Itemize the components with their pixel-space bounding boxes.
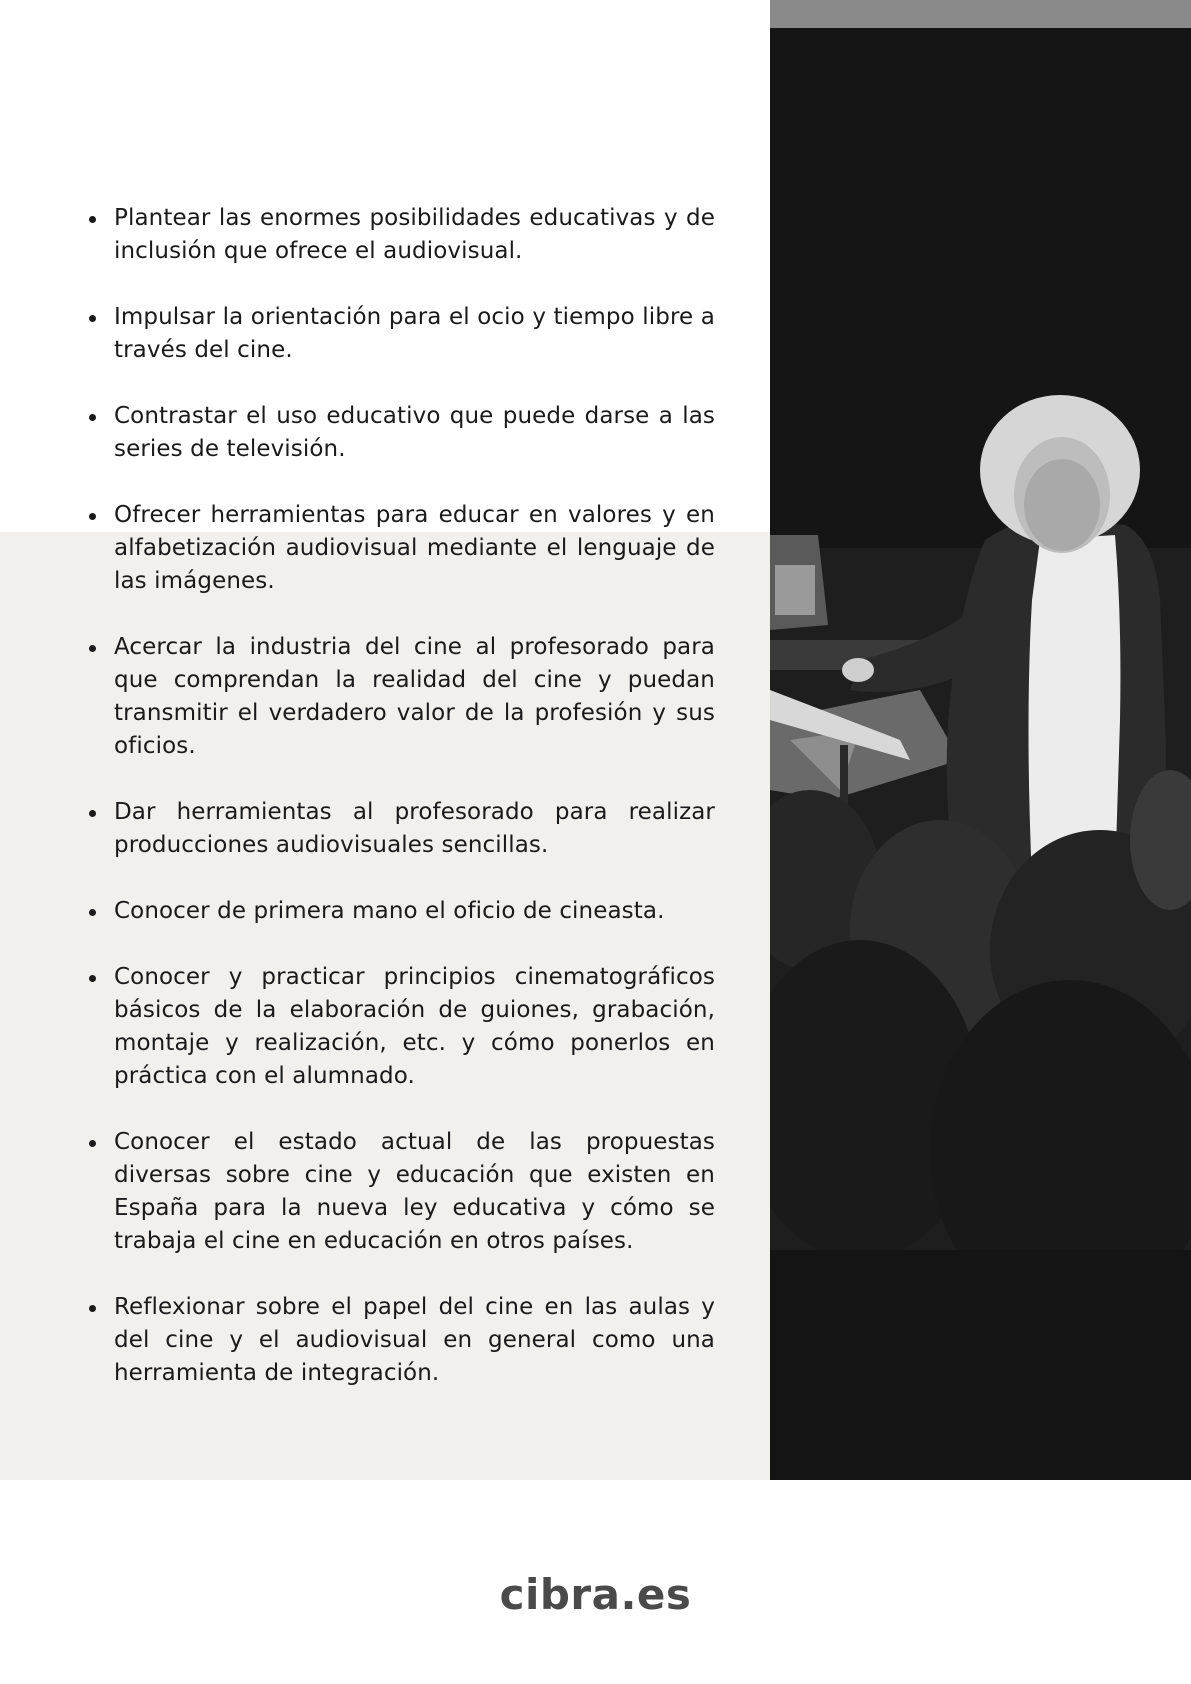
list-item: Reflexionar sobre el papel del cine en las aulas y del cine y el audiovisual en general como una herramienta de integración. [83,1291,715,1390]
list-item: Plantear las enormes posibilidades educativas y de inclusión que ofrece el audiovisual. [83,202,715,268]
list-item: Dar herramientas al profesorado para realizar producciones audiovisuales sencillas. [83,796,715,862]
objectives-list [83,202,715,1423]
list-item: Contrastar el uso educativo que puede darse a las series de televisión. [83,400,715,466]
list-item: Impulsar la orientación para el ocio y tiempo libre a través del cine. [83,301,715,367]
speaker-photo [770,0,1191,1480]
footer-logo [0,1570,1191,1619]
list-item: Conocer de primera mano el oficio de cineasta. [83,895,715,928]
list-item: Conocer el estado actual de las propuestas diversas sobre cine y educación que existen en España para la nueva ley educativa y cómo se trabaja el cine en educación en otros países. [83,1126,715,1258]
list-item: Ofrecer herramientas para educar en valores y en alfabetización audiovisual mediante el lenguaje de las imágenes. [83,499,715,598]
list-item: Acercar la industria del cine al profesorado para que comprendan la realidad del cine y puedan transmitir el verdadero valor de la profesión y sus oficios. [83,631,715,763]
list-item: Conocer y practicar principios cinematográficos básicos de la elaboración de guiones, grabación, montaje y realización, etc. y cómo ponerlos en práctica con el alumnado. [83,961,715,1093]
logo-text: cibra.es [499,1570,692,1619]
